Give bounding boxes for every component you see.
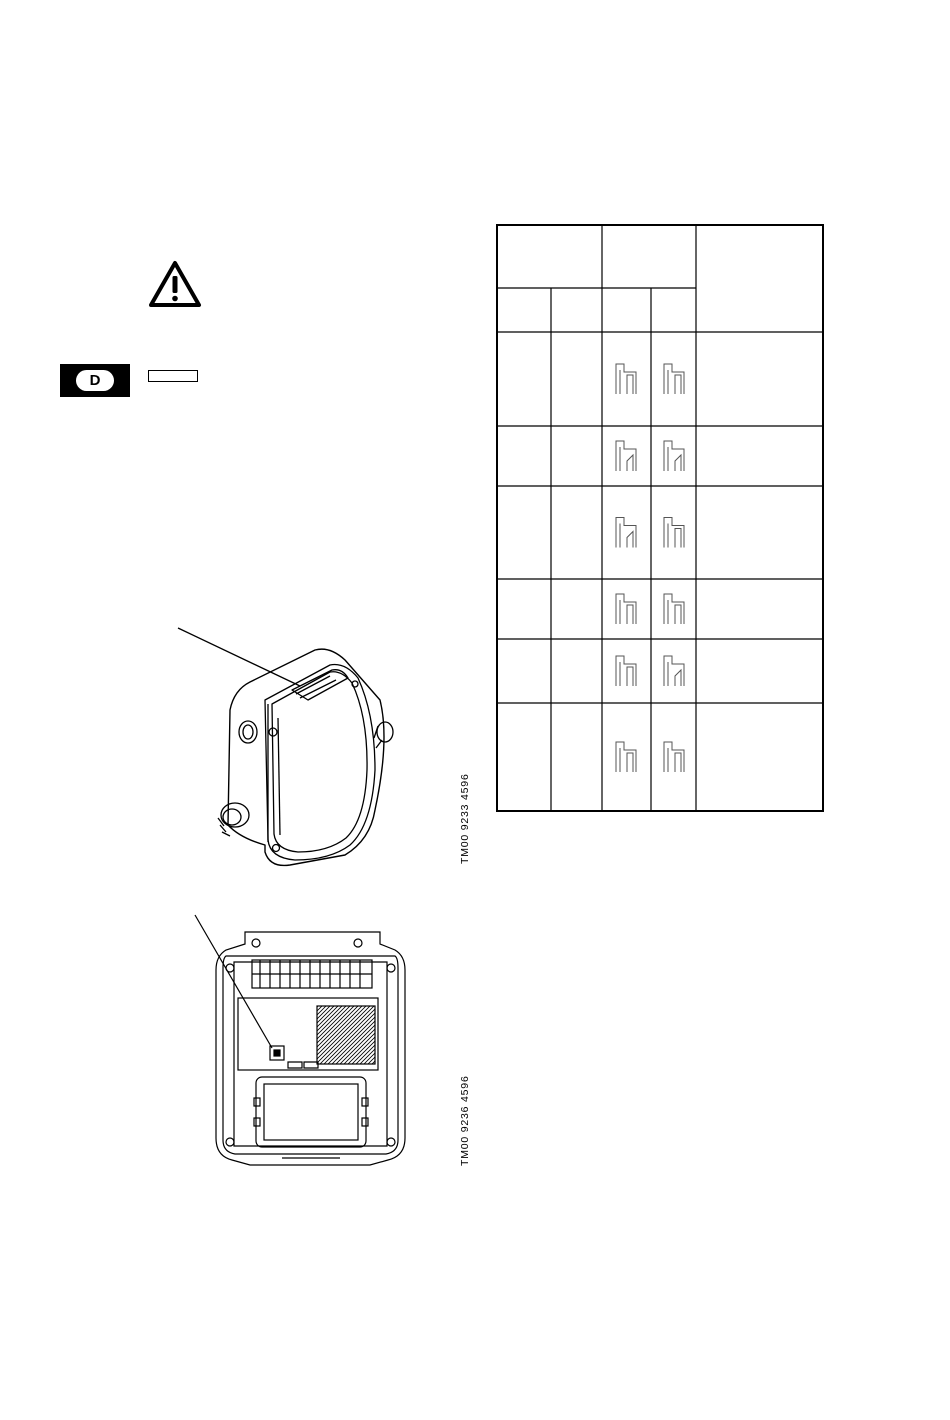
dip-switch-icon	[664, 656, 684, 686]
language-code: D	[89, 372, 101, 389]
empty-box	[148, 370, 198, 382]
dip-switch-icon	[616, 594, 636, 624]
dip-switch-icon	[616, 742, 636, 772]
dip-switch-icon	[616, 518, 636, 548]
dip-switch-icon	[664, 742, 684, 772]
terminal-box-figure	[170, 620, 410, 870]
figure-code-1: TM00 9233 4596	[459, 773, 471, 864]
dip-switch-icon	[664, 518, 684, 548]
dip-switch-icon	[664, 594, 684, 624]
dip-switch-table	[496, 224, 824, 812]
dip-switch-icon	[616, 364, 636, 394]
callout-line	[178, 628, 300, 686]
figure-code-2: TM00 9236 4596	[459, 1075, 471, 1166]
dip-switch-icon	[664, 441, 684, 471]
dip-switch-icon	[616, 656, 636, 686]
dip-switch-icon	[616, 441, 636, 471]
language-badge	[76, 370, 114, 391]
open-terminal-box-figure	[190, 910, 415, 1170]
dip-switch-icon	[664, 364, 684, 394]
language-tab	[60, 364, 130, 397]
warning-triangle-icon	[148, 260, 202, 308]
